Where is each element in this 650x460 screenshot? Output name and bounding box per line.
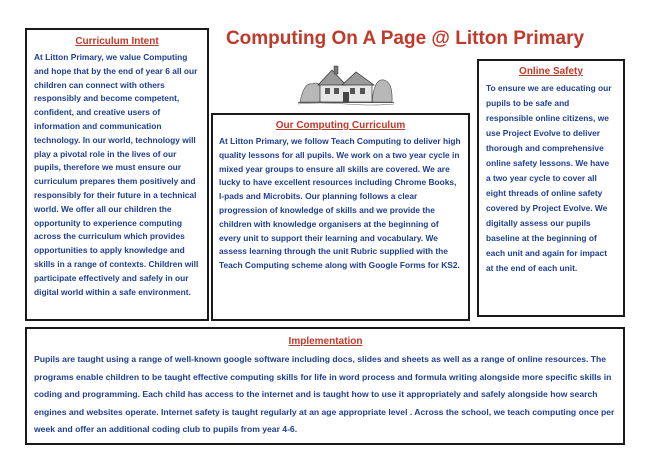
online-safety-text: To ensure we are educating our pupils to be safe and responsible online citizens, we use Project Evolve to deliver thorough and comprehensive online safety lessons. We have a two year cycle to cover all eight threads of online safety covered by Project Evolve. We digitally assess our pupils baseline at the beginning of each unit and again for impact at the end of each unit. (486, 83, 612, 273)
implementation-box (25, 327, 625, 445)
implementation-text: Pupils are taught using a range of well-known google software including docs, slides and sheets as well as a range of online resources. The programs enable children to be taught effective computing skills for life in word process and formula writing alongside more specific skills in coding and programming. Each child has access to the internet and is taught how to use it appropriately and safely alongside how search engines and websites operate. Internet safety is taught regularly at an age appropriate level . Across the school, we teach computing once per week and offer an additional coding club to pupils from year 4-6. (34, 354, 615, 434)
curriculum-intent-box (25, 28, 209, 321)
online-safety-box (477, 59, 625, 317)
online-safety-title: Online Safety (519, 66, 583, 77)
curriculum-intent-text: At Litton Primary, we value Computing and hope that by the end of year 6 all our children can connect with others responsibly and become competent, confident, and creative users of information and communication technology. In our world, technology will play a pivotal role in the lives of our pupils, therefore we must ensure our curriculum prepares them positively and responsibly for their future in a technical world. We offer all our children the opportunity to experience computing across the curriculum which provides opportunities to apply knowledge and skills in a range of contexts. Children will participate effectively and safely in our digital world within a safe environment. (34, 52, 199, 297)
computing-curriculum-text: At Litton Primary, we follow Teach Computing to deliver high quality lessons for all pupils. We work on a two year cycle in mixed year groups to ensure all skills are covered. We are lucky to have excellent resources including Chrome Books, I-pads and Microbits. Our planning follows a clear progression of knowledge of skills and we provide the children with knowledge organisers at the beginning of every unit to support their learning and vocabulary. We assess learning through the unit Rubric supplied with the Teach Computing scheme along with Google Forms for KS2. (219, 136, 461, 271)
page-title: Computing On A Page @ Litton Primary (225, 28, 585, 49)
computing-curriculum-box (211, 113, 470, 321)
implementation-title: Implementation (288, 336, 363, 347)
school-building-sketch (298, 62, 394, 106)
computing-curriculum-title: Our Computing Curriculum (275, 120, 406, 131)
curriculum-intent-title: Curriculum Intent (75, 36, 159, 47)
